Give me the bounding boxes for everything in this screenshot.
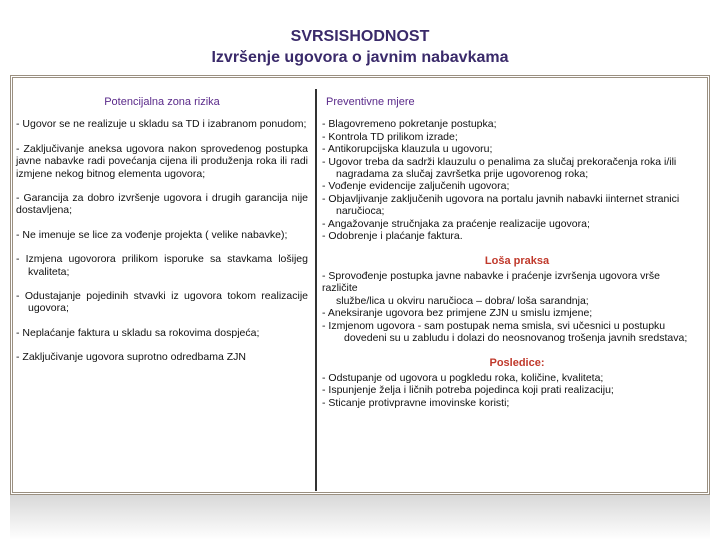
measure-line: - Ugovor treba da sadrži klauzulu o penalima za slučaj prekoračenja roka i/ili: [322, 155, 677, 168]
measure-line: nagradama za slučaj završetka prije ugovorenog roka;: [336, 168, 589, 181]
risk-item: - Ne imenuje se lice za vođenje projekta ( velike nabavke);: [16, 228, 288, 241]
bad-practice-line: - Aneksiranje ugovora bez primjene ZJN u smislu izmjene;: [322, 307, 593, 320]
risk-column-header: Potencijalna zona rizika: [104, 96, 220, 108]
measure-line: - Odobrenje i plaćanje faktura.: [322, 230, 463, 243]
bad-practice-line: službe/lica u okviru naručioca – dobra/ loša sarandnja;: [336, 294, 589, 307]
measure-line: naručioca;: [336, 205, 385, 218]
bad-practice-line: - Izmjenom ugovora - sam postupak nema smisla, svi učesnici u postupku: [322, 319, 666, 332]
measure-line: - Kontrola TD prilikom izrade;: [322, 130, 458, 143]
bad-practice-line: različite: [322, 282, 358, 295]
measure-line: - Blagovremeno pokretanje postupka;: [322, 118, 497, 131]
measure-line: - Vođenje evidencije zaljučenih ugovora;: [322, 180, 510, 193]
page-title: SVRSISHODNOST: [290, 28, 430, 45]
measure-line: - Angažovanje stručnjaka za praćenje realizacije ugovora;: [322, 217, 590, 230]
measure-line: - Objavljivanje zaključenih ugovora na portalu javnih nabavki iinternet stranici: [322, 192, 680, 205]
risk-item: - Odustajanje pojedinih stvavki iz ugovora tokom realizacije ugovora;: [16, 290, 308, 315]
risk-column: [16, 96, 308, 376]
column-divider: [315, 89, 317, 491]
risk-item: - Ugovor se ne realizuje u skladu sa TD i izabranom ponudom;: [16, 118, 307, 131]
measure-line: - Antikorupcijska klauzula u ugovoru;: [322, 143, 493, 156]
measures-column-header: Preventivne mjere: [326, 96, 415, 108]
risk-item: - Garancija za dobro izvršenje ugovora i drugih garancija nije dostavljena;: [16, 192, 308, 217]
consequence-line: - Odstupanje od ugovora u pogkledu roka, količine, kvaliteta;: [322, 371, 604, 384]
measures-column: [322, 96, 712, 409]
bad-practice-line: dovedeni su u zabludu i dolazi do neosnovanog trošenja javnih sredstava;: [344, 331, 688, 344]
risk-item: - Zaključivanje ugovora suprotno odredbama ZJN: [16, 351, 246, 364]
risk-item: - Izmjena ugovororа prilikom isporuke sa stavkama lošijeg kvaliteta;: [16, 253, 308, 278]
frame-shadow: [10, 495, 710, 540]
consequence-line: - Sticanje protivpravne imovinske koristi;: [322, 396, 510, 409]
title-block: [0, 26, 720, 68]
risk-item: - Zaključivanje aneksa ugovora nakon sprovedenog postupka javne nabavke radi povećanja cijena ili produženja roka ili radi izmjene nekog bitnog elementa ugovora;: [16, 142, 308, 180]
page-subtitle: Izvršenje ugovora o javnim nabavkama: [211, 49, 509, 66]
consequence-line: - Ispunjenje želja i ličnih potreba pojedinca koji prati realizaciju;: [322, 384, 614, 397]
bad-practice-line: - Sprovođenje postupka javne nabavke i praćenje izvršenja ugovora vrše: [322, 269, 660, 282]
consequences-header: Posledice:: [489, 357, 545, 370]
bad-practice-header: Loša praksa: [484, 255, 550, 268]
risk-item: - Neplaćanje faktura u skladu sa rokovima dospjeća;: [16, 326, 260, 339]
